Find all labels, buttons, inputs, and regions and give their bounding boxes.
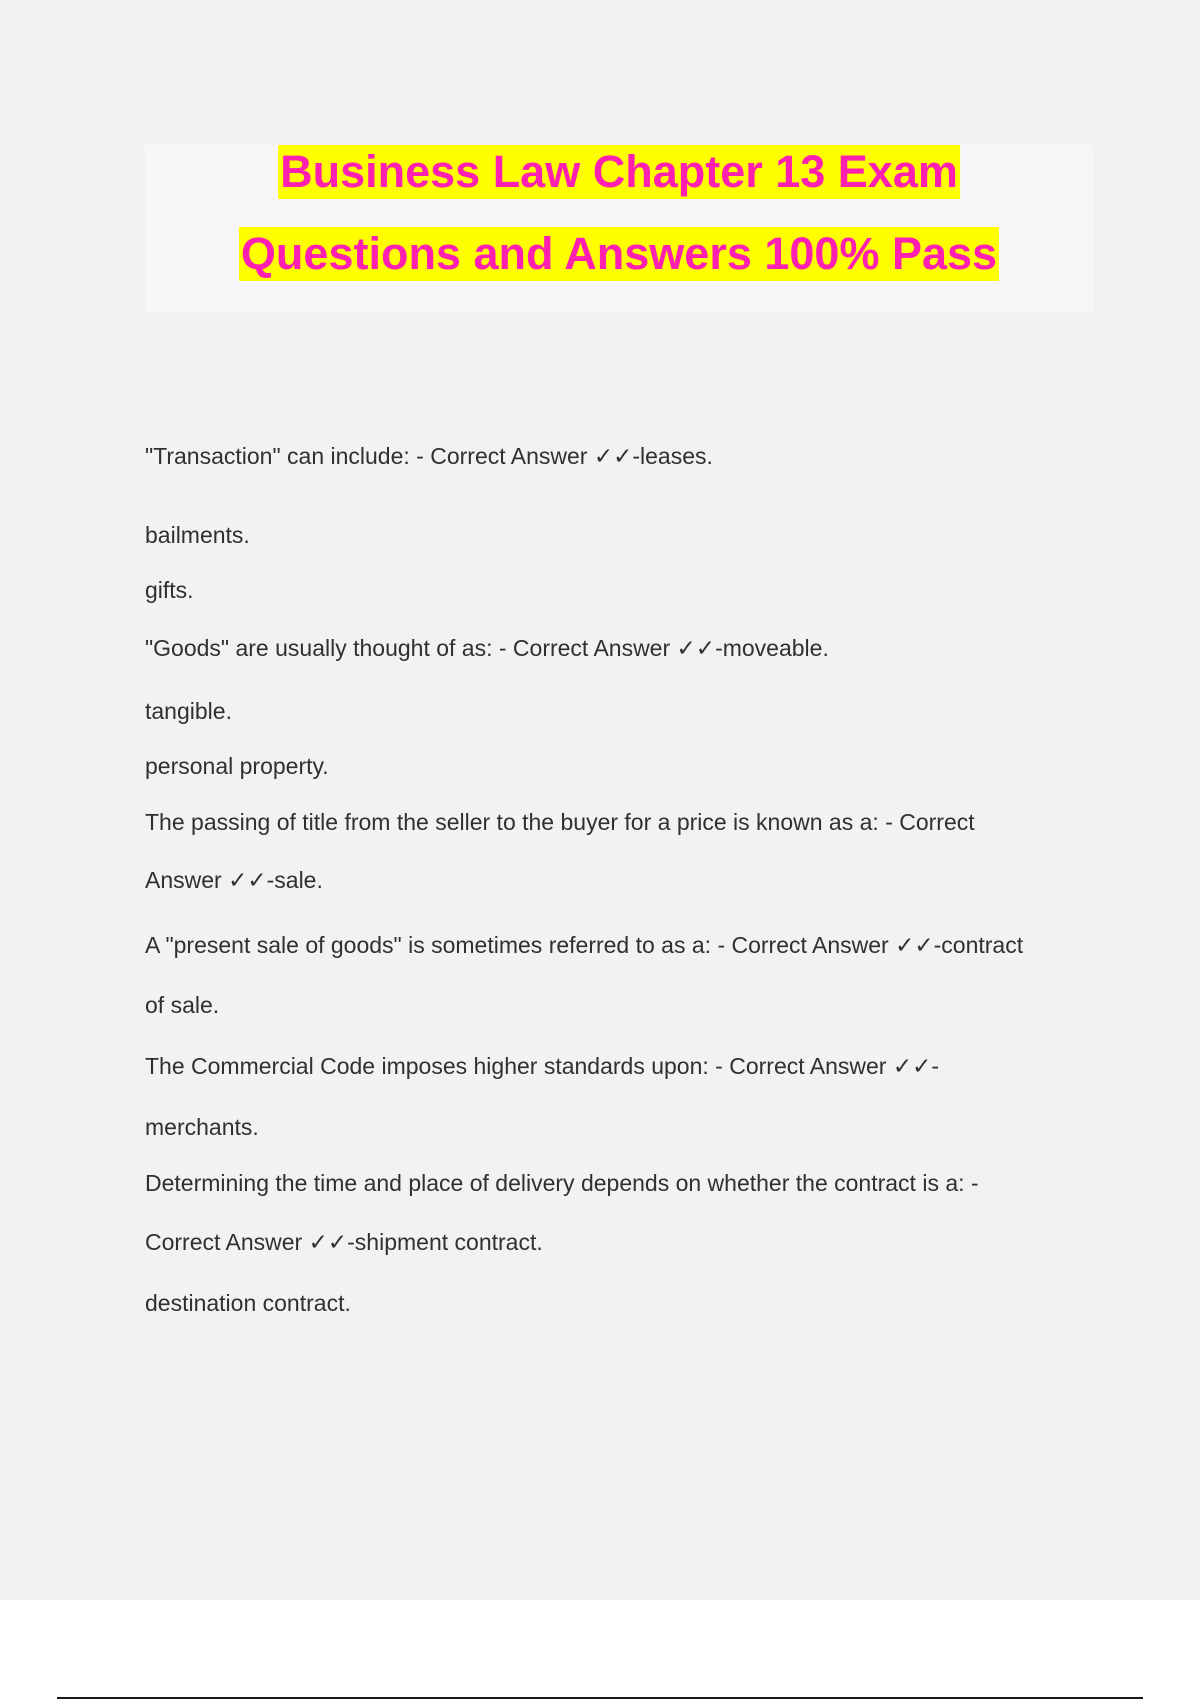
qa-line-4: "Goods" are usually thought of as: - Correct Answer ✓✓-moveable.: [145, 635, 829, 661]
qa-line-2: bailments.: [145, 522, 250, 548]
qa-line-6: personal property.: [145, 753, 329, 779]
document-title-line-2: Questions and Answers 100% Pass: [240, 228, 998, 279]
qa-line-1: "Transaction" can include: - Correct Answer ✓✓-leases.: [145, 443, 713, 469]
qa-line-14: Correct Answer ✓✓-shipment contract.: [145, 1229, 543, 1255]
title-block: [145, 145, 1093, 313]
qa-line-3: gifts.: [145, 577, 194, 603]
qa-line-7: The passing of title from the seller to the buyer for a price is known as a: - Correct: [145, 809, 975, 835]
qa-line-10: of sale.: [145, 992, 220, 1018]
qa-line-12: merchants.: [145, 1114, 259, 1140]
qa-line-8: Answer ✓✓-sale.: [145, 867, 323, 893]
qa-line-5: tangible.: [145, 698, 232, 724]
qa-line-13: Determining the time and place of delivery depends on whether the contract is a: -: [145, 1170, 979, 1196]
qa-line-9: A "present sale of goods" is sometimes referred to as a: - Correct Answer ✓✓-contract: [145, 932, 1024, 958]
qa-line-15: destination contract.: [145, 1290, 351, 1316]
qa-line-11: The Commercial Code imposes higher standards upon: - Correct Answer ✓✓-: [145, 1053, 940, 1079]
document-title-line-1: Business Law Chapter 13 Exam: [280, 146, 958, 197]
footer-divider: [57, 1697, 1143, 1699]
